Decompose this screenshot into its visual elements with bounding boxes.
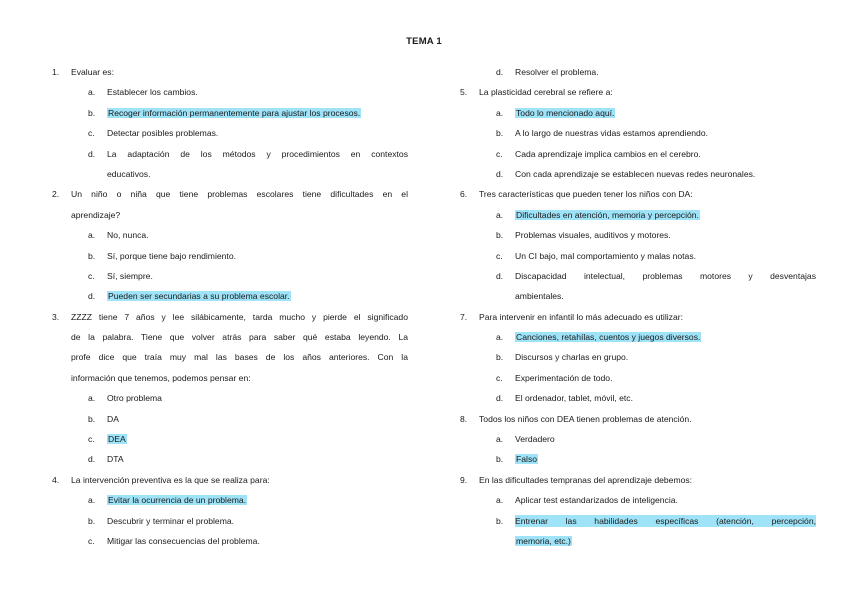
question-3-continued	[52, 347, 408, 367]
left-column	[52, 62, 408, 551]
question-text: La plasticidad cerebral se refiere a:	[479, 87, 613, 98]
question-8	[460, 409, 816, 429]
question-text: ZZZZ tiene 7 años y lee silábicamente, tarda mucho y pierde el significado	[71, 311, 408, 322]
option-text: A lo largo de nuestras vidas estamos aprendiendo.	[515, 128, 709, 139]
option-text: Experimentación de todo.	[515, 372, 613, 383]
option-9a[interactable]	[460, 490, 816, 510]
option-3a[interactable]	[52, 388, 408, 408]
question-number: 3.	[52, 311, 60, 322]
question-text: profe dice que traía muy mal las bases de los años anteriores. Con la	[71, 352, 408, 363]
option-letter: a.	[496, 209, 504, 220]
answer-highlight: memoria, etc.)	[516, 535, 571, 546]
answer-highlight: Dificultades en atención, memoria y percepción.	[516, 209, 699, 220]
question-number: 7.	[460, 311, 468, 322]
option-2a[interactable]	[52, 225, 408, 245]
question-1	[52, 62, 408, 82]
option-text: Cada aprendizaje implica cambios en el cerebro.	[515, 148, 701, 159]
option-6d-continued	[460, 286, 816, 306]
option-letter: a.	[88, 230, 96, 241]
option-7d[interactable]	[460, 388, 816, 408]
option-letter: c.	[88, 270, 95, 281]
option-1b[interactable]	[52, 103, 408, 123]
option-4c[interactable]	[52, 531, 408, 551]
option-text: Descubrir y terminar el problema.	[107, 515, 235, 526]
option-4d[interactable]	[460, 62, 816, 82]
option-text: Resolver el problema.	[515, 67, 599, 77]
option-letter: b.	[496, 352, 504, 363]
option-7a[interactable]	[460, 327, 816, 347]
option-7b[interactable]	[460, 347, 816, 367]
option-text: No, nunca.	[107, 230, 149, 241]
option-text: Verdadero	[515, 434, 555, 445]
question-text: Tres características que pueden tener los niños con DA:	[479, 189, 693, 200]
question-3-continued	[52, 327, 408, 347]
option-letter: a.	[88, 495, 96, 506]
option-8b[interactable]	[460, 449, 816, 469]
question-text: información que tenemos, podemos pensar en:	[71, 372, 251, 383]
option-letter: b.	[88, 515, 96, 526]
option-text: Otro problema	[107, 393, 162, 404]
question-text: En las dificultades tempranas del aprendizaje debemos:	[479, 474, 693, 485]
option-text	[515, 531, 816, 551]
option-letter: a.	[88, 393, 96, 404]
option-2c[interactable]	[52, 266, 408, 286]
option-7c[interactable]	[460, 368, 816, 388]
option-1d-continued	[52, 164, 408, 184]
option-letter: c.	[496, 372, 503, 383]
answer-highlight: Falso	[516, 454, 538, 465]
option-1a[interactable]	[52, 82, 408, 102]
answer-highlight: Canciones, retahílas, cuentos y juegos diversos.	[516, 332, 701, 343]
answer-highlight: Evitar la ocurrencia de un problema.	[108, 495, 247, 506]
option-text: Sí, siempre.	[107, 270, 153, 281]
option-letter: c.	[496, 148, 503, 159]
option-letter: c.	[88, 434, 95, 445]
question-number: 9.	[460, 474, 468, 485]
question-text: aprendizaje?	[71, 209, 121, 220]
question-4	[52, 470, 408, 490]
option-text	[515, 327, 816, 347]
option-letter: a.	[496, 332, 504, 343]
option-text: Discapacidad intelectual, problemas motores y desventajas	[515, 270, 816, 281]
question-3	[52, 307, 408, 327]
option-text: ambientales.	[515, 291, 564, 302]
option-letter: d.	[496, 393, 504, 404]
option-text	[515, 449, 816, 469]
question-9	[460, 470, 816, 490]
option-text: Sí, porque tiene bajo rendimiento.	[107, 250, 236, 261]
option-2d[interactable]	[52, 286, 408, 306]
option-9b-continued	[460, 531, 816, 551]
option-text: Aplicar test estandarizados de inteligencia.	[515, 495, 678, 506]
question-3-continued	[52, 368, 408, 388]
answer-highlight: Pueden ser secundarias a su problema escolar.	[108, 291, 290, 302]
option-text: DA	[107, 413, 119, 424]
option-text: Con cada aprendizaje se establecen nuevas redes neuronales.	[515, 168, 756, 179]
answer-highlight: Recoger información permanentemente para ajustar los procesos.	[108, 107, 361, 118]
option-text	[515, 103, 816, 123]
question-text: Un niño o niña que tiene problemas escolares tiene dificultades en el	[71, 189, 408, 200]
option-text: Establecer los cambios.	[107, 87, 198, 98]
option-2b[interactable]	[52, 246, 408, 266]
option-letter: d.	[88, 291, 96, 302]
option-letter: b.	[88, 413, 96, 424]
option-3c[interactable]	[52, 429, 408, 449]
option-letter: b.	[496, 515, 504, 526]
option-letter: d.	[88, 454, 96, 465]
option-text: Discursos y charlas en grupo.	[515, 352, 629, 363]
option-text	[107, 429, 408, 449]
answer-highlight: Todo lo mencionado aquí.	[516, 107, 615, 118]
option-letter: d.	[496, 67, 504, 77]
question-text: de la palabra. Tiene que volver atrás para saber qué estaba leyendo. La	[71, 332, 408, 343]
question-text: Todos los niños con DEA tienen problemas de atención.	[479, 413, 692, 424]
option-text	[107, 103, 408, 123]
option-text: Mitigar las consecuencias del problema.	[107, 535, 260, 546]
option-8a[interactable]	[460, 429, 816, 449]
option-text: Entrenar las habilidades específicas (atención, percepción,	[515, 511, 816, 531]
option-text: educativos.	[107, 168, 151, 179]
option-text	[107, 490, 408, 510]
option-text	[107, 286, 408, 306]
option-text: DTA	[107, 454, 124, 465]
option-text: El ordenador, tablet, móvil, etc.	[515, 393, 633, 404]
question-number: 6.	[460, 189, 468, 200]
question-number: 4.	[52, 474, 60, 485]
option-3b[interactable]	[52, 409, 408, 429]
option-4a[interactable]	[52, 490, 408, 510]
option-letter: b.	[88, 107, 96, 118]
question-text: Para intervenir en infantil lo más adecuado es utilizar:	[479, 311, 683, 322]
option-6d[interactable]	[460, 266, 816, 286]
question-number: 2.	[52, 189, 60, 200]
answer-highlight: DEA	[108, 434, 126, 445]
option-text	[515, 205, 816, 225]
option-9b[interactable]	[460, 511, 816, 531]
option-3d[interactable]	[52, 449, 408, 469]
option-6b[interactable]	[460, 225, 816, 245]
option-letter: b.	[496, 128, 504, 139]
option-text: Un CI bajo, mal comportamiento y malas notas.	[515, 250, 697, 261]
question-2-continued	[52, 205, 408, 225]
option-5c[interactable]	[460, 144, 816, 164]
option-letter: a.	[88, 87, 96, 98]
question-7	[460, 307, 816, 327]
option-letter: c.	[496, 250, 503, 261]
option-letter: a.	[496, 107, 504, 118]
option-letter: c.	[88, 535, 95, 546]
option-letter: b.	[496, 230, 504, 241]
option-text: Detectar posibles problemas.	[107, 128, 219, 139]
option-letter: d.	[88, 148, 96, 159]
question-number: 5.	[460, 87, 468, 98]
option-text: La adaptación de los métodos y procedimientos en contextos	[107, 148, 408, 159]
question-text: Evaluar es:	[71, 67, 114, 77]
option-text: Problemas visuales, auditivos y motores.	[515, 230, 671, 241]
option-5b[interactable]	[460, 123, 816, 143]
question-5	[460, 82, 816, 102]
option-6c[interactable]	[460, 246, 816, 266]
option-5d[interactable]	[460, 164, 816, 184]
question-number: 8.	[460, 413, 468, 424]
option-1d[interactable]	[52, 144, 408, 164]
option-6a[interactable]	[460, 205, 816, 225]
option-5a[interactable]	[460, 103, 816, 123]
option-letter: a.	[496, 434, 504, 445]
question-text: La intervención preventiva es la que se realiza para:	[71, 474, 270, 485]
page-title: TEMA 1	[406, 36, 442, 47]
question-number: 1.	[52, 67, 60, 77]
option-letter: b.	[88, 250, 96, 261]
question-2	[52, 184, 408, 204]
option-letter: a.	[496, 495, 504, 506]
question-6	[460, 184, 816, 204]
option-letter: d.	[496, 270, 504, 281]
right-column	[460, 62, 816, 551]
option-1c[interactable]	[52, 123, 408, 143]
option-letter: d.	[496, 168, 504, 179]
option-letter: b.	[496, 454, 504, 465]
option-letter: c.	[88, 128, 95, 139]
option-4b[interactable]	[52, 511, 408, 531]
